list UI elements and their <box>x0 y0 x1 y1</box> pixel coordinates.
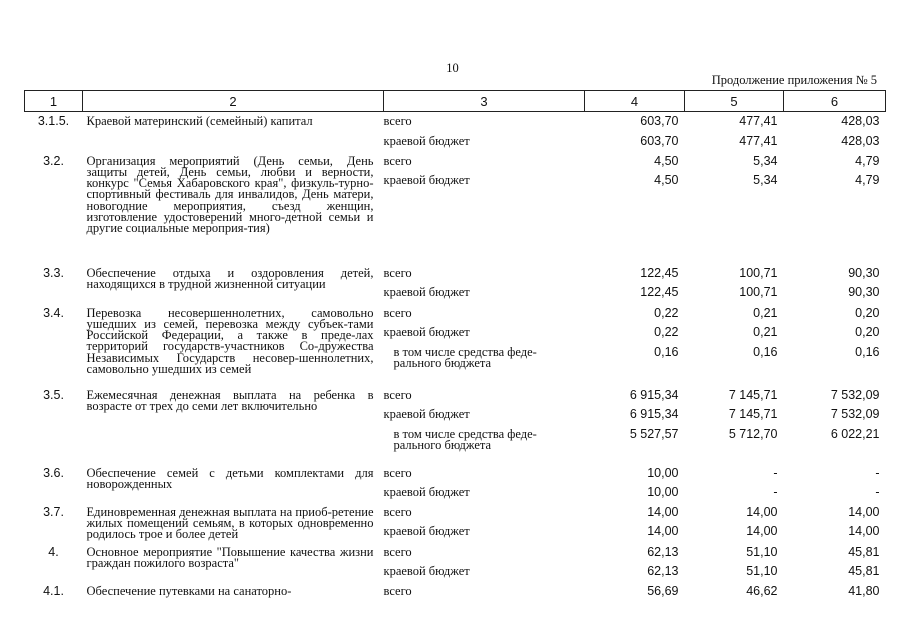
value-year-3: 0,16 <box>855 344 880 359</box>
funding-source: всего <box>383 305 412 320</box>
table-row <box>25 386 886 464</box>
funding-source: всего <box>383 387 412 402</box>
row-number <box>25 582 83 604</box>
value-year-2: 5 712,70 <box>728 426 778 441</box>
row-number <box>25 464 83 503</box>
row-number-text: 3.1.5. <box>37 114 70 128</box>
value-year-2: 100,71 <box>739 285 778 299</box>
measure-name-text: Единовременная денежная выплата на приоб-ретение жилых помещений семьям, в которых одновременно родилось трое и более детей <box>86 504 374 542</box>
funding-source-cell <box>384 543 585 582</box>
value-year-2-cell <box>685 543 784 582</box>
measure-name-text: Организация мероприятий (День семьи, День защиты детей, День семьи, любви и верности, конкурс "Семья Хабаровского края", физкуль-турно-спортивный фестиваль для инвалидов, День матери, новогодние мероприятия, съезд женщин, изготовление удостоверений много-детной семьи и другие социальные мероприя-тия) <box>86 153 374 236</box>
value-year-1: 4,50 <box>654 173 679 187</box>
column-header: 1 <box>25 91 83 112</box>
value-year-2: 100,71 <box>739 265 778 280</box>
value-year-3: 14,00 <box>848 504 880 519</box>
value-year-2: 46,62 <box>746 583 778 598</box>
value-year-2: 7 145,71 <box>728 407 778 421</box>
funding-source: краевой бюджет <box>383 524 470 538</box>
row-number <box>25 503 83 543</box>
value-year-1-cell <box>585 543 685 582</box>
value-year-1: 6 915,34 <box>629 387 679 402</box>
funding-source-cell <box>384 582 585 604</box>
funding-source-cell <box>384 264 585 304</box>
funding-source: краевой бюджет <box>383 325 470 339</box>
value-year-3: 428,03 <box>841 133 880 148</box>
row-number <box>25 112 83 152</box>
value-year-1: 6 915,34 <box>629 407 679 421</box>
funding-source: всего <box>383 153 412 168</box>
funding-source: в том числе средства феде-рального бюджета <box>393 344 537 370</box>
value-year-2: 0,21 <box>753 325 778 339</box>
row-number-text: 4. <box>48 544 59 559</box>
value-year-2-cell <box>685 264 784 304</box>
value-year-3-cell <box>784 304 886 386</box>
funding-source-cell <box>384 386 585 464</box>
row-number-text: 3.4. <box>43 305 64 320</box>
measure-name-text: Перевозка несовершеннолетних, самовольно ушедших из семей, перевозка между субъек-тами Российской Федерации, а также в преде-лах территорий государств-участников Со-дружества Независимых Государств несовер-шеннолетних, самовольно ушедших из семей <box>86 305 374 376</box>
value-year-3: 14,00 <box>848 524 880 538</box>
value-year-3: 4,79 <box>855 153 880 168</box>
measure-name <box>83 543 384 582</box>
value-year-1: 10,00 <box>647 485 679 499</box>
value-year-3: 6 022,21 <box>830 426 880 441</box>
funding-source: всего <box>383 265 412 280</box>
page-number: 10 <box>446 61 459 75</box>
value-year-3: 45,81 <box>848 544 880 559</box>
value-year-3: 41,80 <box>848 583 880 598</box>
row-number <box>25 543 83 582</box>
appendix-table <box>24 90 886 604</box>
funding-source-cell <box>384 503 585 543</box>
measure-name-text: Обеспечение семей с детьми комплектами для новорожденных <box>86 465 374 491</box>
table-row <box>25 503 886 543</box>
measure-name-text: Основное мероприятие "Повышение качества жизни граждан пожилого возраста" <box>86 544 374 570</box>
value-year-1: 5 527,57 <box>629 426 679 441</box>
measure-name <box>83 503 384 543</box>
table-row <box>25 264 886 304</box>
value-year-3: 4,79 <box>855 173 880 187</box>
measure-name-text: Обеспечение путевками на санаторно- <box>86 583 292 598</box>
funding-source-cell <box>384 464 585 503</box>
row-number <box>25 386 83 464</box>
funding-source: краевой бюджет <box>383 133 470 148</box>
value-year-2: 51,10 <box>746 564 778 578</box>
funding-source: краевой бюджет <box>383 173 470 187</box>
funding-source: краевой бюджет <box>383 564 470 578</box>
column-header: 5 <box>685 91 784 112</box>
row-number-text: 3.6. <box>43 465 64 480</box>
table-row <box>25 152 886 264</box>
value-year-2: - <box>773 485 778 499</box>
value-year-3-cell <box>784 112 886 152</box>
table-row <box>25 464 886 503</box>
value-year-3-cell <box>784 543 886 582</box>
funding-source: краевой бюджет <box>383 285 470 299</box>
value-year-1: 0,16 <box>654 344 679 359</box>
value-year-3: 0,20 <box>855 325 880 339</box>
funding-source: всего <box>383 544 412 559</box>
measure-name <box>83 386 384 464</box>
value-year-1: 122,45 <box>640 265 679 280</box>
value-year-2-cell <box>685 386 784 464</box>
value-year-1: 14,00 <box>647 524 679 538</box>
value-year-2-cell <box>685 582 784 604</box>
value-year-1: 122,45 <box>640 285 679 299</box>
value-year-1: 0,22 <box>654 325 679 339</box>
value-year-2-cell <box>685 152 784 264</box>
value-year-1-cell <box>585 112 685 152</box>
value-year-3: - <box>875 465 880 480</box>
measure-name-text: Обеспечение отдыха и оздоровления детей, находящихся в трудной жизненной ситуации <box>86 265 374 291</box>
value-year-2: - <box>773 465 778 480</box>
value-year-2: 0,16 <box>753 344 778 359</box>
table-row <box>25 112 886 152</box>
value-year-1: 62,13 <box>647 564 679 578</box>
value-year-1: 0,22 <box>654 305 679 320</box>
measure-name <box>83 112 384 152</box>
row-number-text: 3.3. <box>43 265 64 280</box>
value-year-2: 14,00 <box>746 524 778 538</box>
value-year-3: 0,20 <box>855 305 880 320</box>
table-row <box>25 582 886 604</box>
measure-name <box>83 582 384 604</box>
value-year-3: 7 532,09 <box>830 387 880 402</box>
measure-name <box>83 264 384 304</box>
funding-source: краевой бюджет <box>383 485 470 499</box>
value-year-1-cell <box>585 464 685 503</box>
funding-source-cell <box>384 152 585 264</box>
value-year-1: 56,69 <box>647 583 679 598</box>
value-year-3-cell <box>784 264 886 304</box>
measure-name-text: Краевой материнский (семейный) капитал <box>86 114 313 128</box>
funding-source: всего <box>383 583 412 598</box>
value-year-1-cell <box>585 582 685 604</box>
value-year-2: 5,34 <box>753 173 778 187</box>
value-year-1: 10,00 <box>647 465 679 480</box>
value-year-1: 4,50 <box>654 153 679 168</box>
value-year-2: 477,41 <box>739 133 778 148</box>
row-number <box>25 304 83 386</box>
funding-source: всего <box>383 504 412 519</box>
value-year-3: 428,03 <box>841 114 880 128</box>
value-year-1-cell <box>585 503 685 543</box>
value-year-3-cell <box>784 582 886 604</box>
table-row <box>25 304 886 386</box>
value-year-1: 14,00 <box>647 504 679 519</box>
column-header: 6 <box>784 91 886 112</box>
value-year-2: 0,21 <box>753 305 778 320</box>
table-header-row <box>25 91 886 112</box>
funding-source: в том числе средства феде-рального бюджета <box>393 426 537 452</box>
measure-name <box>83 304 384 386</box>
value-year-1: 603,70 <box>640 114 679 128</box>
column-header: 2 <box>83 91 384 112</box>
value-year-2: 477,41 <box>739 114 778 128</box>
row-number <box>25 152 83 264</box>
value-year-3-cell <box>784 503 886 543</box>
measure-name <box>83 464 384 503</box>
value-year-1-cell <box>585 304 685 386</box>
value-year-2: 7 145,71 <box>728 387 778 402</box>
value-year-2-cell <box>685 464 784 503</box>
column-header: 4 <box>585 91 685 112</box>
value-year-3: - <box>875 485 880 499</box>
value-year-2-cell <box>685 304 784 386</box>
row-number-text: 4.1. <box>43 583 64 598</box>
value-year-1-cell <box>585 264 685 304</box>
value-year-2: 51,10 <box>746 544 778 559</box>
value-year-3: 90,30 <box>848 285 880 299</box>
funding-source-cell <box>384 112 585 152</box>
value-year-1-cell <box>585 386 685 464</box>
row-number-text: 3.5. <box>43 387 64 402</box>
value-year-1: 62,13 <box>647 544 679 559</box>
value-year-3-cell <box>784 386 886 464</box>
continuation-label: Продолжение приложения № 5 <box>711 73 877 87</box>
row-number-text: 3.7. <box>43 504 64 519</box>
funding-source: краевой бюджет <box>383 407 470 421</box>
value-year-3-cell <box>784 464 886 503</box>
row-number <box>25 264 83 304</box>
value-year-1: 603,70 <box>640 133 679 148</box>
value-year-1-cell <box>585 152 685 264</box>
value-year-2-cell <box>685 503 784 543</box>
value-year-3: 45,81 <box>848 564 880 578</box>
value-year-2: 5,34 <box>753 153 778 168</box>
value-year-2: 14,00 <box>746 504 778 519</box>
column-header: 3 <box>384 91 585 112</box>
measure-name-text: Ежемесячная денежная выплата на ребенка в возрасте от трех до семи лет включительно <box>86 387 374 413</box>
funding-source: всего <box>383 114 412 128</box>
value-year-3-cell <box>784 152 886 264</box>
value-year-2-cell <box>685 112 784 152</box>
table-row <box>25 543 886 582</box>
value-year-3: 90,30 <box>848 265 880 280</box>
funding-source-cell <box>384 304 585 386</box>
row-number-text: 3.2. <box>43 153 64 168</box>
measure-name <box>83 152 384 264</box>
value-year-3: 7 532,09 <box>830 407 880 421</box>
funding-source: всего <box>383 465 412 480</box>
